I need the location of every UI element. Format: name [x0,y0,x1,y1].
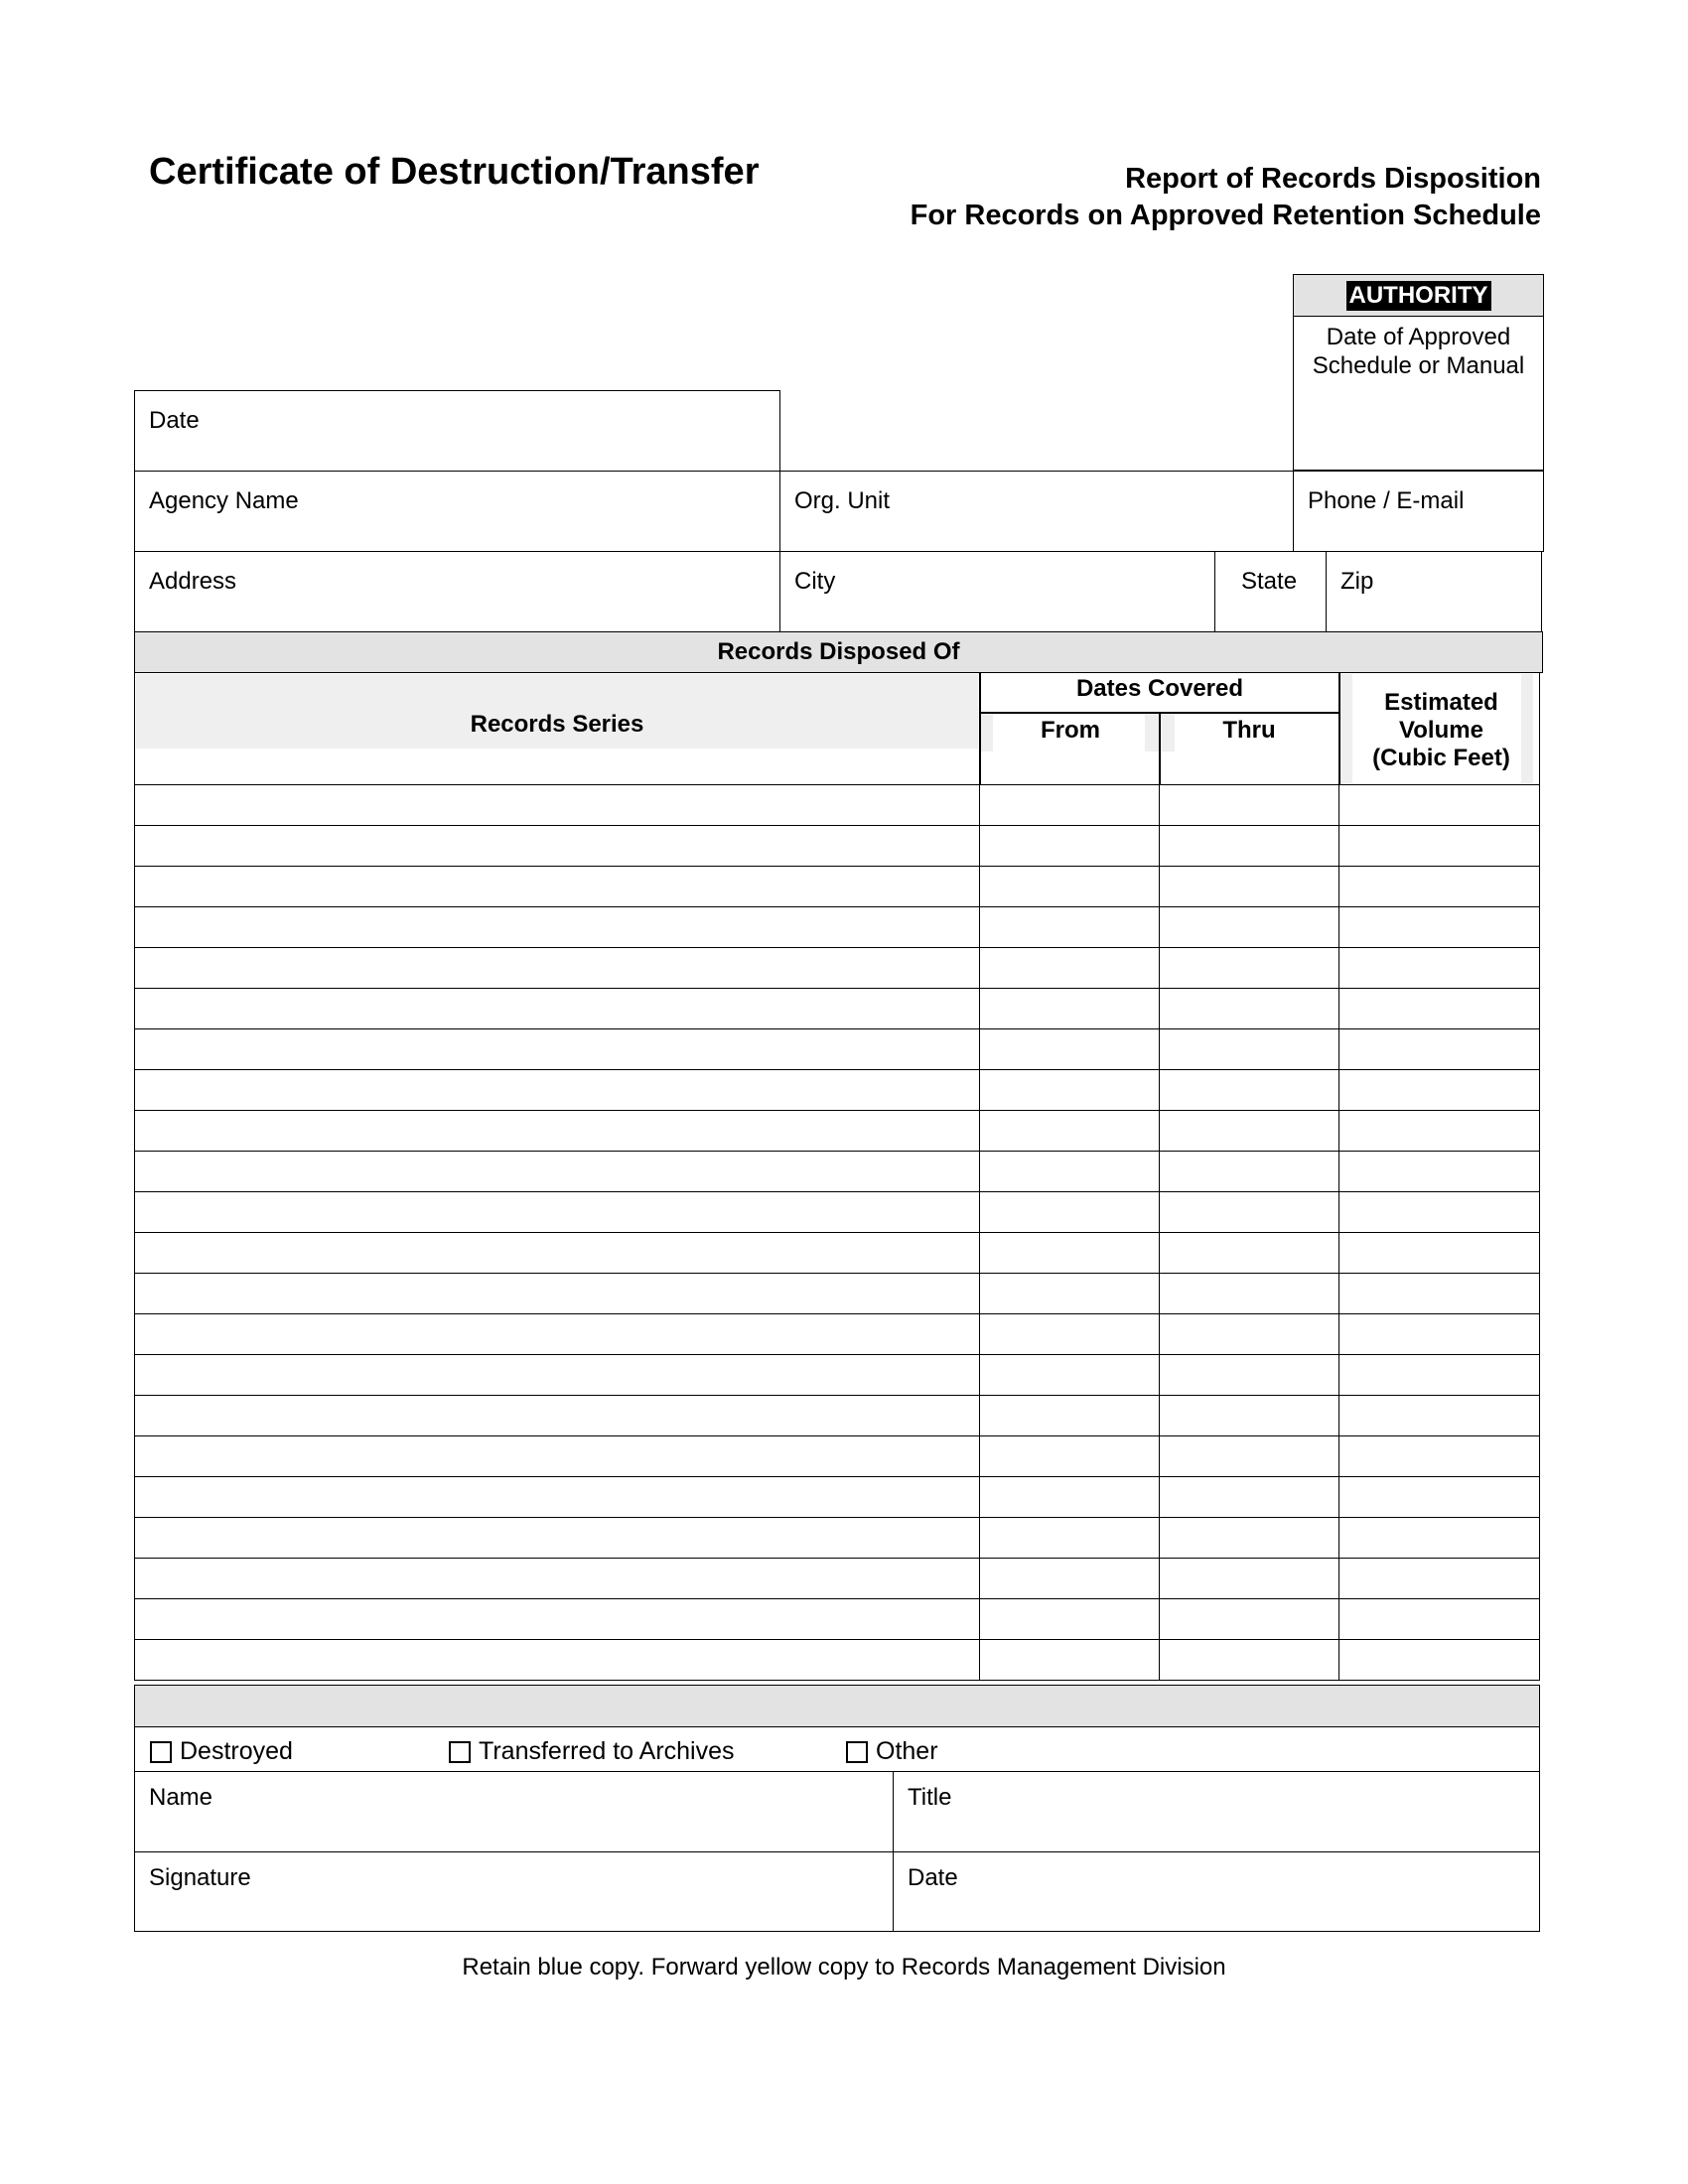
volume-cell[interactable] [1339,826,1540,867]
volume-cell[interactable] [1339,1599,1540,1640]
table-row [135,826,1540,867]
volume-cell[interactable] [1339,1111,1540,1152]
city-label: City [794,568,836,595]
authority-heading: AUTHORITY [1346,281,1491,311]
from-date-cell[interactable] [980,989,1160,1029]
records-series-cell[interactable] [135,1559,980,1599]
thru-date-cell[interactable] [1160,1233,1339,1274]
footer-note: Retain blue copy. Forward yellow copy to Records Management Division [462,1954,1226,1980]
table-row [135,1436,1540,1477]
agency-name-field[interactable] [134,471,780,552]
records-series-cell[interactable] [135,867,980,907]
address-field[interactable] [134,551,780,632]
table-row [135,1111,1540,1152]
table-row [135,1477,1540,1518]
from-date-cell[interactable] [980,1314,1160,1355]
table-row [135,867,1540,907]
volume-cell[interactable] [1339,907,1540,948]
records-table [134,784,1540,1681]
thru-date-cell[interactable] [1160,1640,1339,1681]
volume-cell[interactable] [1339,1192,1540,1233]
table-row [135,1355,1540,1396]
volume-cell[interactable] [1339,1233,1540,1274]
volume-cell[interactable] [1339,785,1540,826]
volume-cell[interactable] [1339,1477,1540,1518]
thru-date-cell[interactable] [1160,1029,1339,1070]
records-series-cell[interactable] [135,948,980,989]
thru-date-cell[interactable] [1160,1436,1339,1477]
date-label: Date [149,407,200,434]
volume-cell[interactable] [1339,948,1540,989]
records-series-header: Records Series [470,711,644,738]
from-date-cell[interactable] [980,785,1160,826]
volume-line-1: Estimated [1384,689,1498,716]
volume-cell[interactable] [1339,1152,1540,1192]
from-date-cell[interactable] [980,1640,1160,1681]
signoff-date-label: Date [908,1864,958,1891]
records-series-cell[interactable] [135,1436,980,1477]
from-date-cell[interactable] [980,1070,1160,1111]
city-field[interactable] [779,551,1215,632]
thru-date-cell[interactable] [1160,1396,1339,1436]
dates-covered-header: Dates Covered [1075,675,1244,702]
thru-date-cell[interactable] [1160,1559,1339,1599]
table-row [135,1192,1540,1233]
table-row [135,907,1540,948]
phone-email-field[interactable] [1293,471,1544,552]
disposition-options [134,1726,1540,1772]
transferred-option[interactable] [449,1737,735,1766]
authority-box[interactable] [1293,274,1544,471]
destroyed-label: Destroyed [180,1737,293,1765]
other-option[interactable] [846,1737,938,1766]
thru-date-cell[interactable] [1160,1599,1339,1640]
records-series-cell[interactable] [135,785,980,826]
org-unit-field[interactable] [779,471,1294,552]
volume-cell[interactable] [1339,1355,1540,1396]
from-date-cell[interactable] [980,1233,1160,1274]
thru-date-cell[interactable] [1160,1111,1339,1152]
zip-field[interactable] [1326,551,1542,632]
thru-date-cell[interactable] [1160,1314,1339,1355]
records-series-cell[interactable] [135,1599,980,1640]
transferred-checkbox[interactable] [449,1741,471,1763]
other-label: Other [876,1737,938,1765]
thru-date-cell[interactable] [1160,1070,1339,1111]
table-row [135,1599,1540,1640]
records-series-cell[interactable] [135,989,980,1029]
volume-cell[interactable] [1339,1274,1540,1314]
thru-date-cell[interactable] [1160,907,1339,948]
volume-cell[interactable] [1339,1518,1540,1559]
from-date-cell[interactable] [980,867,1160,907]
transferred-label: Transferred to Archives [479,1737,735,1765]
separator-band [134,1685,1540,1727]
records-series-cell[interactable] [135,1640,980,1681]
records-series-cell[interactable] [135,1111,980,1152]
thru-date-cell[interactable] [1160,1355,1339,1396]
from-date-cell[interactable] [980,1396,1160,1436]
org-unit-label: Org. Unit [794,487,891,514]
agency-name-label: Agency Name [149,487,299,514]
records-series-cell[interactable] [135,1477,980,1518]
thru-date-cell[interactable] [1160,1518,1339,1559]
table-row [135,989,1540,1029]
thru-date-cell[interactable] [1160,989,1339,1029]
table-row [135,1070,1540,1111]
name-field[interactable] [134,1771,894,1852]
from-date-cell[interactable] [980,1029,1160,1070]
volume-cell[interactable] [1339,1436,1540,1477]
records-series-cell[interactable] [135,1233,980,1274]
volume-cell[interactable] [1339,1640,1540,1681]
records-series-cell[interactable] [135,1396,980,1436]
from-date-cell[interactable] [980,1355,1160,1396]
thru-date-cell[interactable] [1160,1274,1339,1314]
records-series-cell[interactable] [135,1070,980,1111]
name-label: Name [149,1784,213,1811]
form-subtitle [911,161,1541,234]
thru-date-cell[interactable] [1160,826,1339,867]
volume-cell[interactable] [1339,1070,1540,1111]
from-date-cell[interactable] [980,1599,1160,1640]
records-series-cell[interactable] [135,1029,980,1070]
subtitle-line-2: For Records on Approved Retention Schedule [910,200,1541,231]
date-field[interactable] [134,390,780,472]
authority-description [1294,317,1543,380]
from-date-cell[interactable] [980,1111,1160,1152]
records-disposed-band: Records Disposed Of [134,631,1543,673]
table-row [135,1233,1540,1274]
state-field[interactable] [1214,551,1327,632]
destroyed-option[interactable] [150,1737,293,1766]
authority-line-1: Date of Approved [1326,324,1511,350]
from-date-cell[interactable] [980,1559,1160,1599]
from-date-cell[interactable] [980,907,1160,948]
from-header: From [1041,717,1100,744]
records-series-cell[interactable] [135,1152,980,1192]
volume-cell[interactable] [1339,1559,1540,1599]
volume-cell[interactable] [1339,989,1540,1029]
table-row [135,785,1540,826]
volume-line-3: (Cubic Feet) [1372,745,1510,771]
table-row [135,1274,1540,1314]
from-date-cell[interactable] [980,1192,1160,1233]
table-row [135,1029,1540,1070]
signoff-date-field[interactable] [893,1851,1540,1932]
destroyed-checkbox[interactable] [150,1741,172,1763]
title-field[interactable] [893,1771,1540,1852]
table-row [135,948,1540,989]
from-date-cell[interactable] [980,1152,1160,1192]
zip-label: Zip [1340,568,1374,595]
subtitle-line-1: Report of Records Disposition [1125,163,1541,195]
volume-cell[interactable] [1339,867,1540,907]
records-series-cell[interactable] [135,1518,980,1559]
thru-date-cell[interactable] [1160,1152,1339,1192]
authority-line-2: Schedule or Manual [1312,352,1525,379]
table-row [135,1152,1540,1192]
state-label: State [1241,568,1298,595]
thru-date-cell[interactable] [1160,1477,1339,1518]
title-label: Title [908,1784,952,1811]
volume-cell[interactable] [1339,1314,1540,1355]
table-row [135,1518,1540,1559]
records-series-cell[interactable] [135,1274,980,1314]
phone-email-label: Phone / E-mail [1308,487,1465,514]
records-series-cell[interactable] [135,1192,980,1233]
records-series-cell[interactable] [135,1314,980,1355]
volume-cell[interactable] [1339,1029,1540,1070]
from-date-cell[interactable] [980,948,1160,989]
from-date-cell[interactable] [980,1436,1160,1477]
volume-cell[interactable] [1339,1396,1540,1436]
other-checkbox[interactable] [846,1741,868,1763]
thru-date-cell[interactable] [1160,948,1339,989]
thru-date-cell[interactable] [1160,785,1339,826]
table-row [135,1396,1540,1436]
form-title: Certificate of Destruction/Transfer [149,151,760,193]
signature-label: Signature [149,1864,251,1891]
records-series-cell[interactable] [135,1355,980,1396]
records-series-cell[interactable] [135,826,980,867]
from-date-cell[interactable] [980,1274,1160,1314]
table-row [135,1640,1540,1681]
records-series-cell[interactable] [135,907,980,948]
thru-date-cell[interactable] [1160,1192,1339,1233]
table-row [135,1314,1540,1355]
estimated-volume-header [1340,689,1542,772]
address-label: Address [149,568,237,595]
signature-field[interactable] [134,1851,894,1932]
authority-header [1294,275,1543,317]
from-date-cell[interactable] [980,826,1160,867]
volume-line-2: Volume [1399,717,1483,744]
thru-date-cell[interactable] [1160,867,1339,907]
from-date-cell[interactable] [980,1518,1160,1559]
from-date-cell[interactable] [980,1477,1160,1518]
thru-header: Thru [1222,717,1276,744]
table-row [135,1559,1540,1599]
